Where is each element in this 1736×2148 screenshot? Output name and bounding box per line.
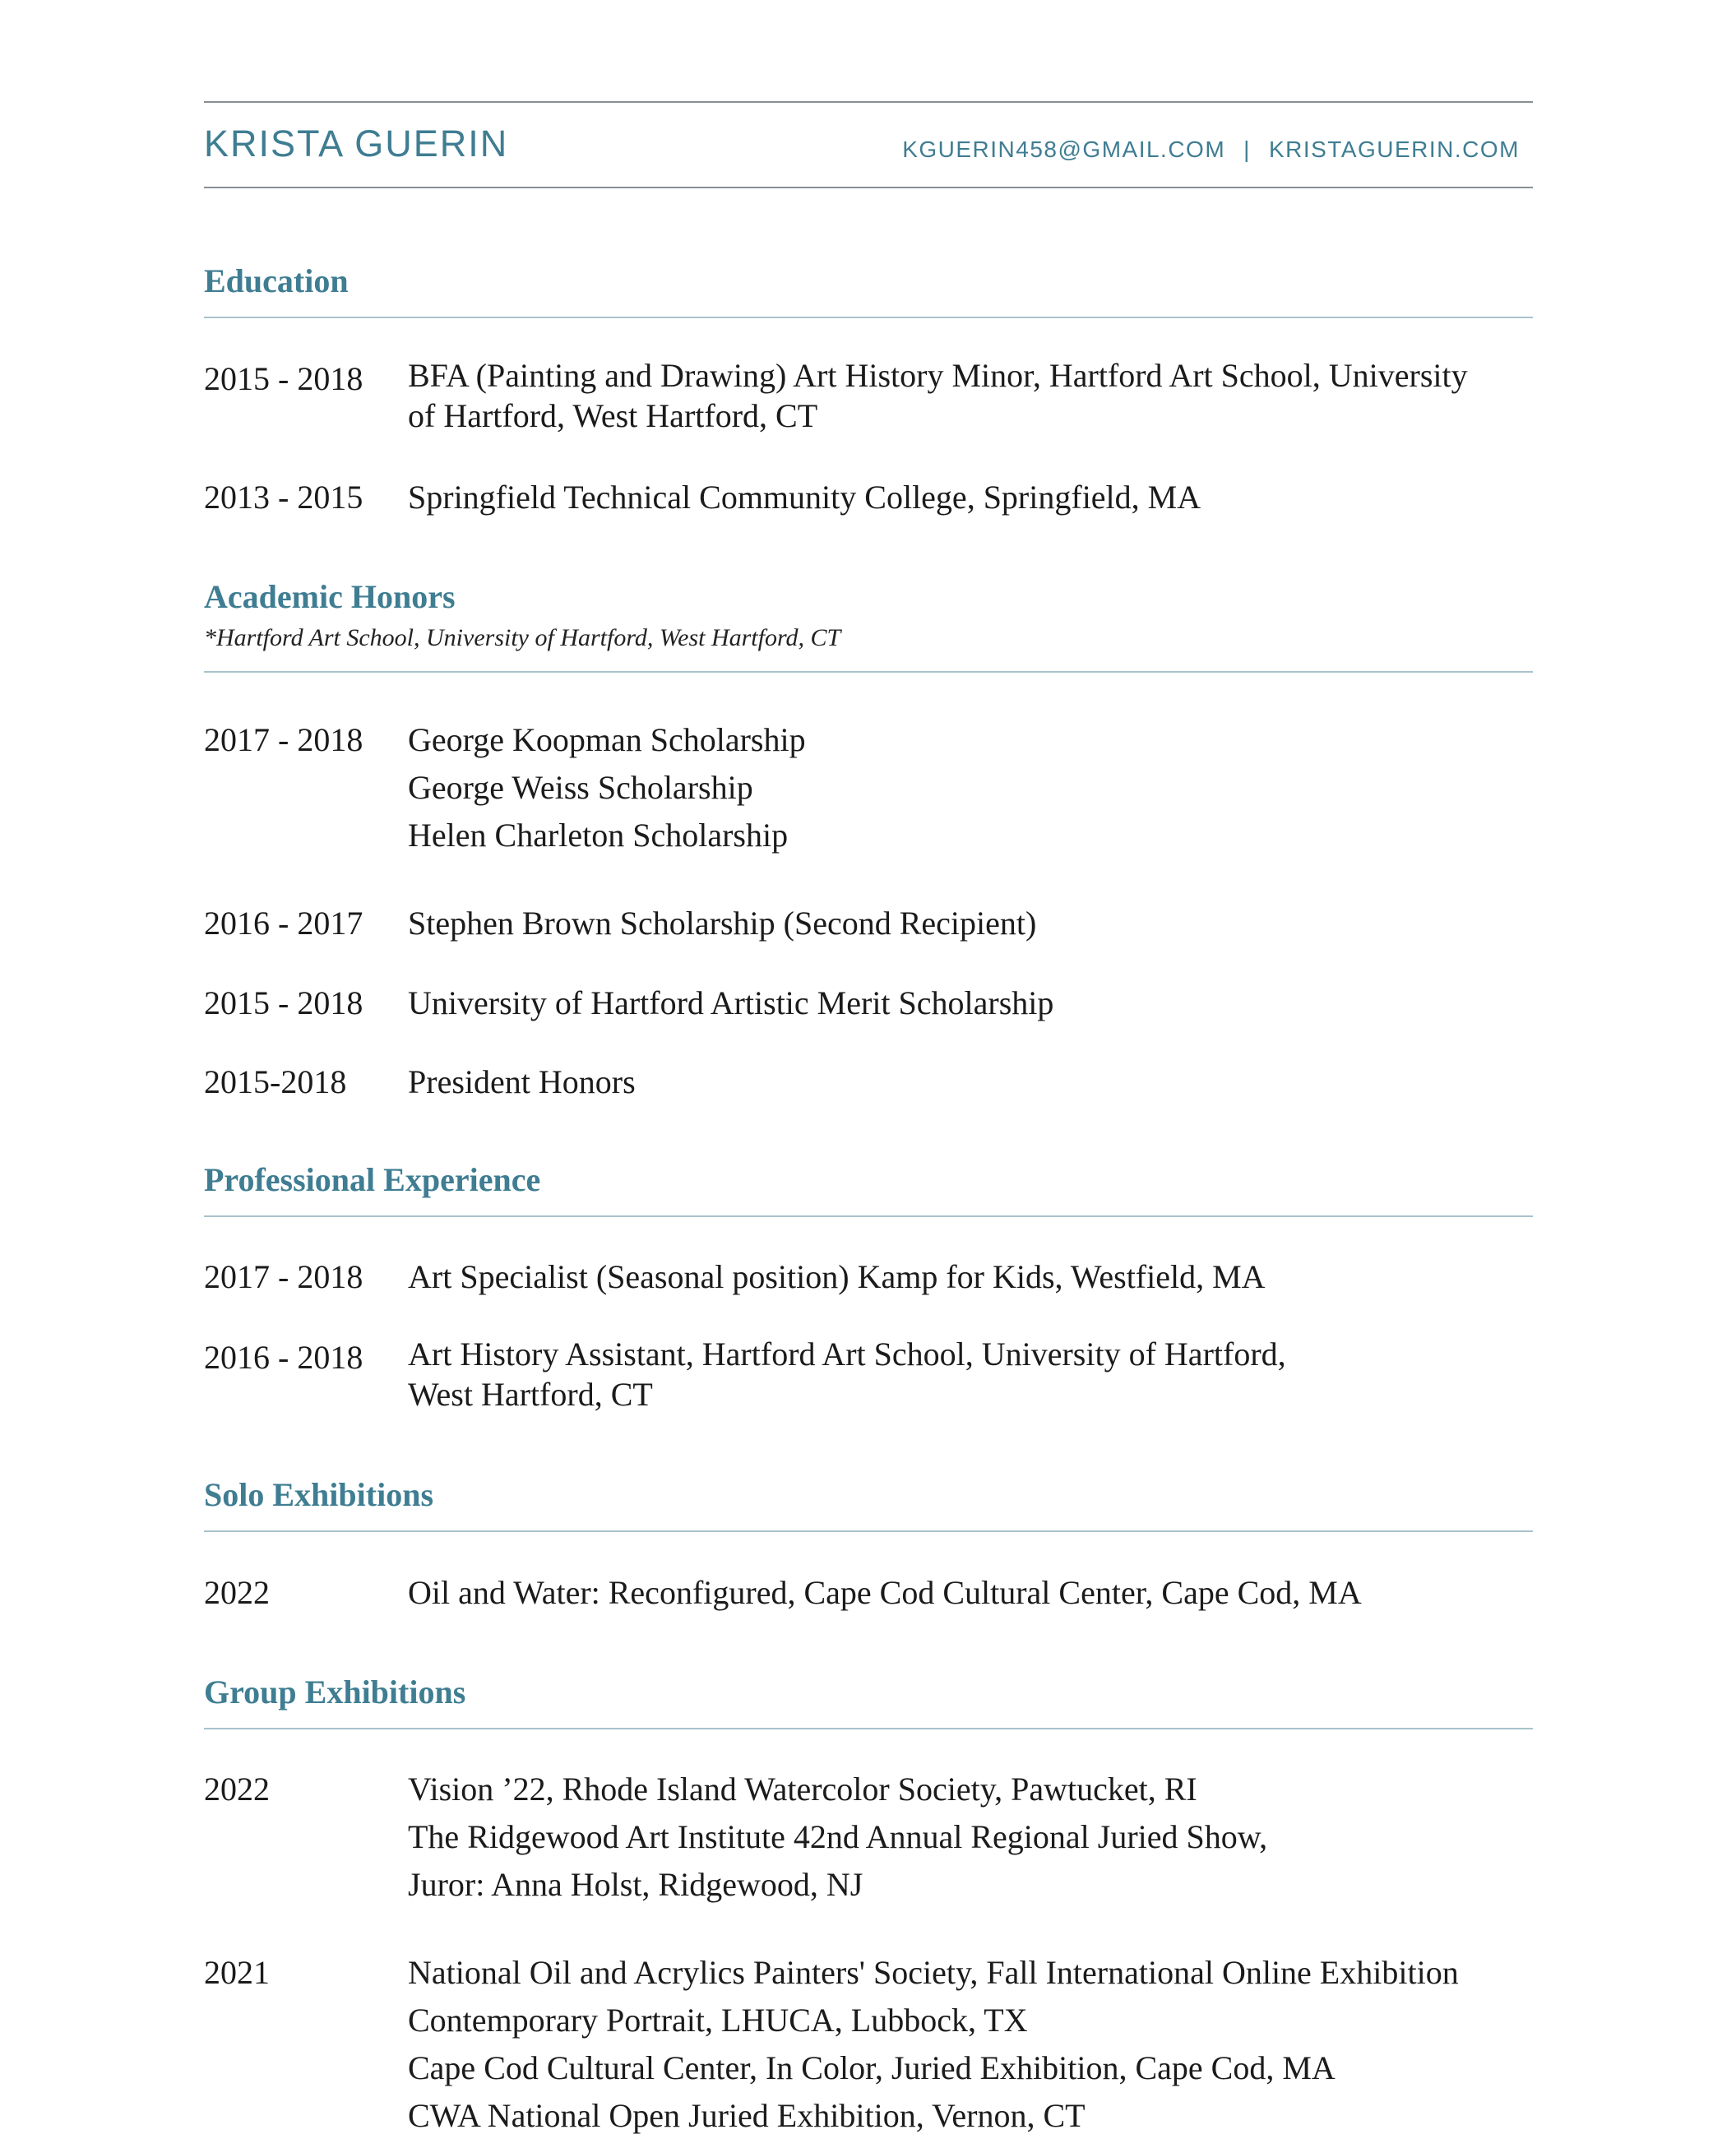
entry-description bbox=[408, 474, 1533, 521]
entry-line: West Hartford, CT bbox=[408, 1376, 653, 1413]
entry-description bbox=[408, 1766, 1533, 1909]
section-title-solo-exhibitions: Solo Exhibitions bbox=[204, 1476, 434, 1513]
entry-date: 2015 - 2018 bbox=[204, 360, 363, 397]
section-subtitle-academic-honors: *Hartford Art School, University of Hartford, West Hartford, CT bbox=[204, 624, 841, 651]
entry-line: Art History Assistant, Hartford Art School, University of Hartford, bbox=[408, 1336, 1286, 1373]
entry-line: Stephen Brown Scholarship (Second Recipient) bbox=[408, 905, 1037, 942]
section-rule-solo-exhibitions bbox=[204, 1530, 1533, 1532]
entry-date: 2017 - 2018 bbox=[204, 1258, 363, 1295]
section-rule-academic-honors bbox=[204, 671, 1533, 673]
entry-line: President Honors bbox=[408, 1063, 636, 1100]
website-link[interactable]: KRISTAGUERIN.COM bbox=[1268, 137, 1520, 162]
contact-info bbox=[902, 135, 1520, 164]
entry-line: University of Hartford Artistic Merit Scholarship bbox=[408, 984, 1054, 1021]
section-title-academic-honors: Academic Honors bbox=[204, 578, 456, 615]
entry-description bbox=[408, 1253, 1533, 1301]
entry-date: 2022 bbox=[204, 1574, 270, 1611]
entry-line: Contemporary Portrait, LHUCA, Lubbock, TX bbox=[408, 2002, 1028, 2039]
entry-line: Springfield Technical Community College, Springfield, MA bbox=[408, 479, 1201, 516]
entry-date: 2016 - 2018 bbox=[204, 1339, 363, 1376]
entry-date: 2022 bbox=[204, 1771, 270, 1808]
entry-line: Juror: Anna Holst, Ridgewood, NJ bbox=[408, 1866, 863, 1903]
resume-name: KRISTA GUERIN bbox=[204, 123, 509, 164]
header-bottom-rule bbox=[204, 187, 1533, 188]
header-top-rule bbox=[204, 101, 1533, 103]
entry-date: 2017 - 2018 bbox=[204, 721, 363, 758]
entry-description bbox=[408, 1949, 1533, 2140]
entry-line: George Weiss Scholarship bbox=[408, 769, 753, 806]
section-title-education: Education bbox=[204, 262, 349, 299]
email-link[interactable]: KGUERIN458@GMAIL.COM bbox=[902, 137, 1226, 162]
entry-line: Helen Charleton Scholarship bbox=[408, 817, 789, 854]
entry-description bbox=[408, 1569, 1533, 1617]
entry-line: National Oil and Acrylics Painters' Society, Fall International Online Exhibition bbox=[408, 1954, 1459, 1991]
contact-separator: | bbox=[1243, 137, 1251, 162]
entry-date: 2013 - 2015 bbox=[204, 479, 363, 516]
entry-line: Vision ’22, Rhode Island Watercolor Society, Pawtucket, RI bbox=[408, 1771, 1197, 1808]
section-title-group-exhibitions: Group Exhibitions bbox=[204, 1673, 466, 1711]
entry-line: BFA (Painting and Drawing) Art History Minor, Hartford Art School, University bbox=[408, 357, 1468, 394]
entry-line: of Hartford, West Hartford, CT bbox=[408, 397, 818, 434]
entry-line: George Koopman Scholarship bbox=[408, 721, 806, 758]
entry-line: Cape Cod Cultural Center, In Color, Juried Exhibition, Cape Cod, MA bbox=[408, 2049, 1336, 2086]
entry-description bbox=[408, 355, 1533, 436]
entry-date: 2015 - 2018 bbox=[204, 984, 363, 1021]
entry-line: Oil and Water: Reconfigured, Cape Cod Cultural Center, Cape Cod, MA bbox=[408, 1574, 1362, 1611]
section-rule-professional-experience bbox=[204, 1215, 1533, 1217]
entry-date: 2016 - 2017 bbox=[204, 905, 363, 942]
entry-date: 2015-2018 bbox=[204, 1063, 347, 1100]
entry-description bbox=[408, 979, 1533, 1027]
entry-line: The Ridgewood Art Institute 42nd Annual Regional Juried Show, bbox=[408, 1818, 1268, 1855]
section-rule-education bbox=[204, 317, 1533, 318]
entry-line: Art Specialist (Seasonal position) Kamp for Kids, Westfield, MA bbox=[408, 1258, 1266, 1295]
entry-line: CWA National Open Juried Exhibition, Vernon, CT bbox=[408, 2097, 1086, 2134]
section-title-professional-experience: Professional Experience bbox=[204, 1161, 541, 1198]
entry-description bbox=[408, 1058, 1533, 1106]
entry-description bbox=[408, 900, 1533, 947]
entry-description bbox=[408, 716, 1533, 859]
entry-description bbox=[408, 1334, 1533, 1414]
section-rule-group-exhibitions bbox=[204, 1728, 1533, 1729]
entry-date: 2021 bbox=[204, 1954, 270, 1991]
